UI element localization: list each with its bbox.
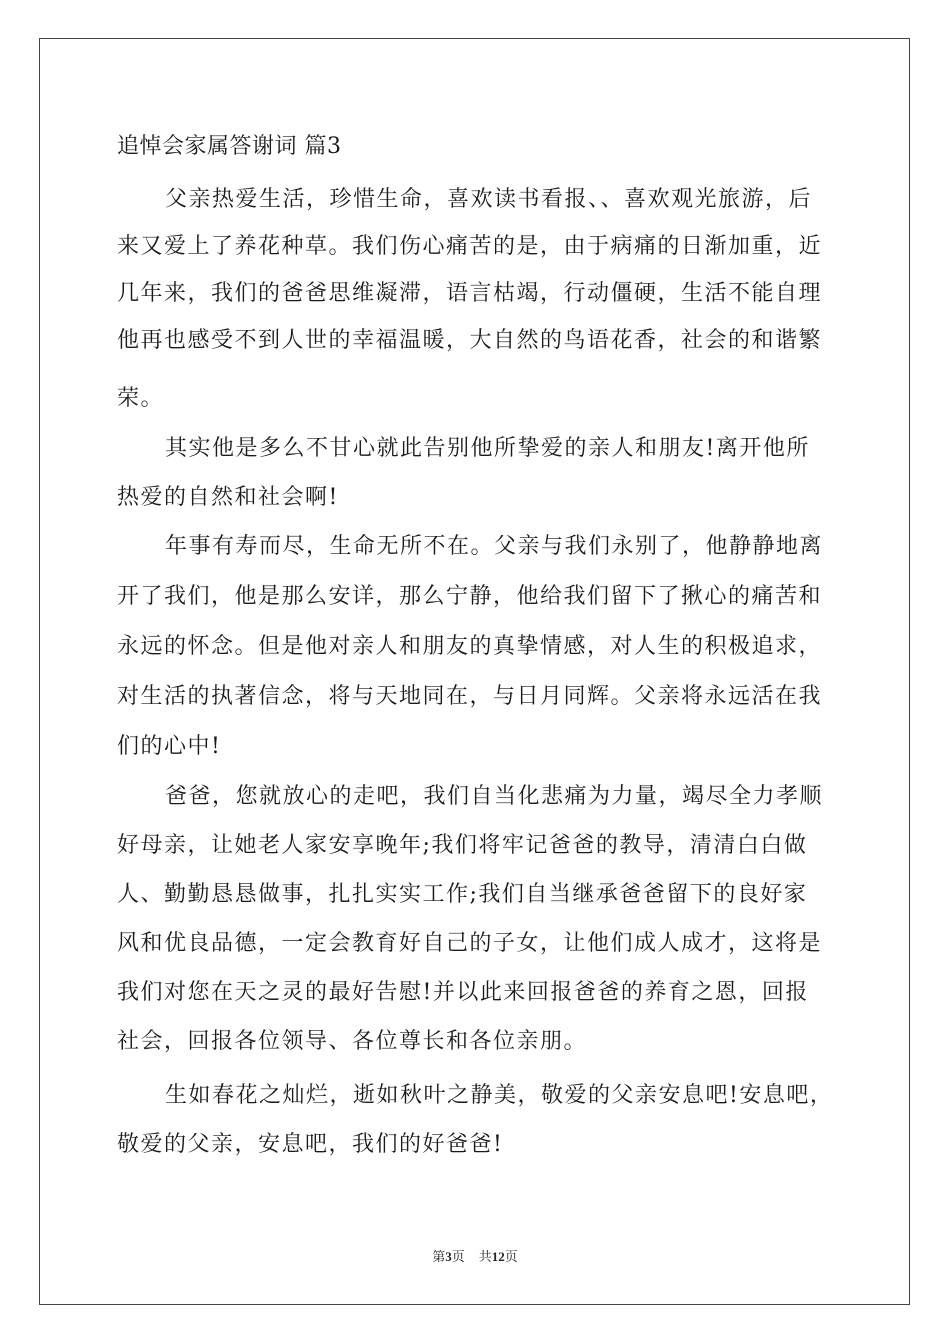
body-line: 爸爸，您就放心的走吧，我们自当化悲痛为力量，竭尽全力孝顺 <box>165 784 824 809</box>
body-line: 生如春花之灿烂，逝如秋叶之静美，敬爱的父亲安息吧!安息吧， <box>165 1083 834 1108</box>
page-border <box>39 38 910 1305</box>
page-total: 12 <box>491 1249 505 1264</box>
body-line: 他再也感受不到人世的幸福温暖，大自然的鸟语花香，社会的和谐繁 <box>117 328 823 353</box>
page-suffix: 页 <box>451 1249 465 1264</box>
body-line: 对生活的执著信念，将与天地同在，与日月同辉。父亲将永远活在我 <box>117 684 823 709</box>
page-prefix: 第 <box>432 1249 446 1264</box>
body-line: 热爱的自然和社会啊! <box>117 485 339 510</box>
body-line: 父亲热爱生活，珍惜生命，喜欢读书看报、、喜欢观光旅游，后 <box>165 187 813 212</box>
body-line: 来又爱上了养花种草。我们伤心痛苦的是，由于病痛的日渐加重，近 <box>117 234 823 259</box>
body-line: 风和优良品德，一定会教育好自己的子女，让他们成人成才，这将是 <box>117 931 823 956</box>
body-line: 年事有寿而尽，生命无所不在。父亲与我们永别了，他静静地离 <box>165 534 824 559</box>
body-line: 开了我们，他是那么安详，那么宁静，他给我们留下了揪心的痛苦和 <box>117 584 823 609</box>
page-current: 3 <box>445 1249 452 1264</box>
body-line: 们的心中! <box>117 734 222 759</box>
body-line: 我们对您在天之灵的最好告慰!并以此来回报爸爸的养育之恩，回报 <box>117 980 809 1005</box>
body-line: 好母亲，让她老人家安享晚年;我们将牢记爸爸的教导，清清白白做 <box>117 833 808 858</box>
total-prefix: 共 <box>478 1249 492 1264</box>
body-line: 社会，回报各位领导、各位尊长和各位亲朋。 <box>117 1029 588 1054</box>
total-suffix: 页 <box>504 1249 518 1264</box>
body-line: 敬爱的父亲，安息吧，我们的好爸爸! <box>117 1132 504 1157</box>
body-line: 永远的怀念。但是他对亲人和朋友的真挚情感，对人生的积极追求， <box>117 634 823 659</box>
body-line: 其实他是多么不甘心就此告别他所挚爱的亲人和朋友!离开他所 <box>165 436 810 461</box>
page-footer <box>0 1248 950 1266</box>
body-line: 荣。 <box>117 386 165 411</box>
body-line: 人、勤勤恳恳做事，扎扎实实工作;我们自当继承爸爸留下的良好家 <box>117 882 808 907</box>
body-line: 几年来，我们的爸爸思维凝滞，语言枯竭，行动僵硬，生活不能自理 <box>117 281 823 306</box>
document-title: 追悼会家属答谢词 篇3 <box>117 134 342 159</box>
